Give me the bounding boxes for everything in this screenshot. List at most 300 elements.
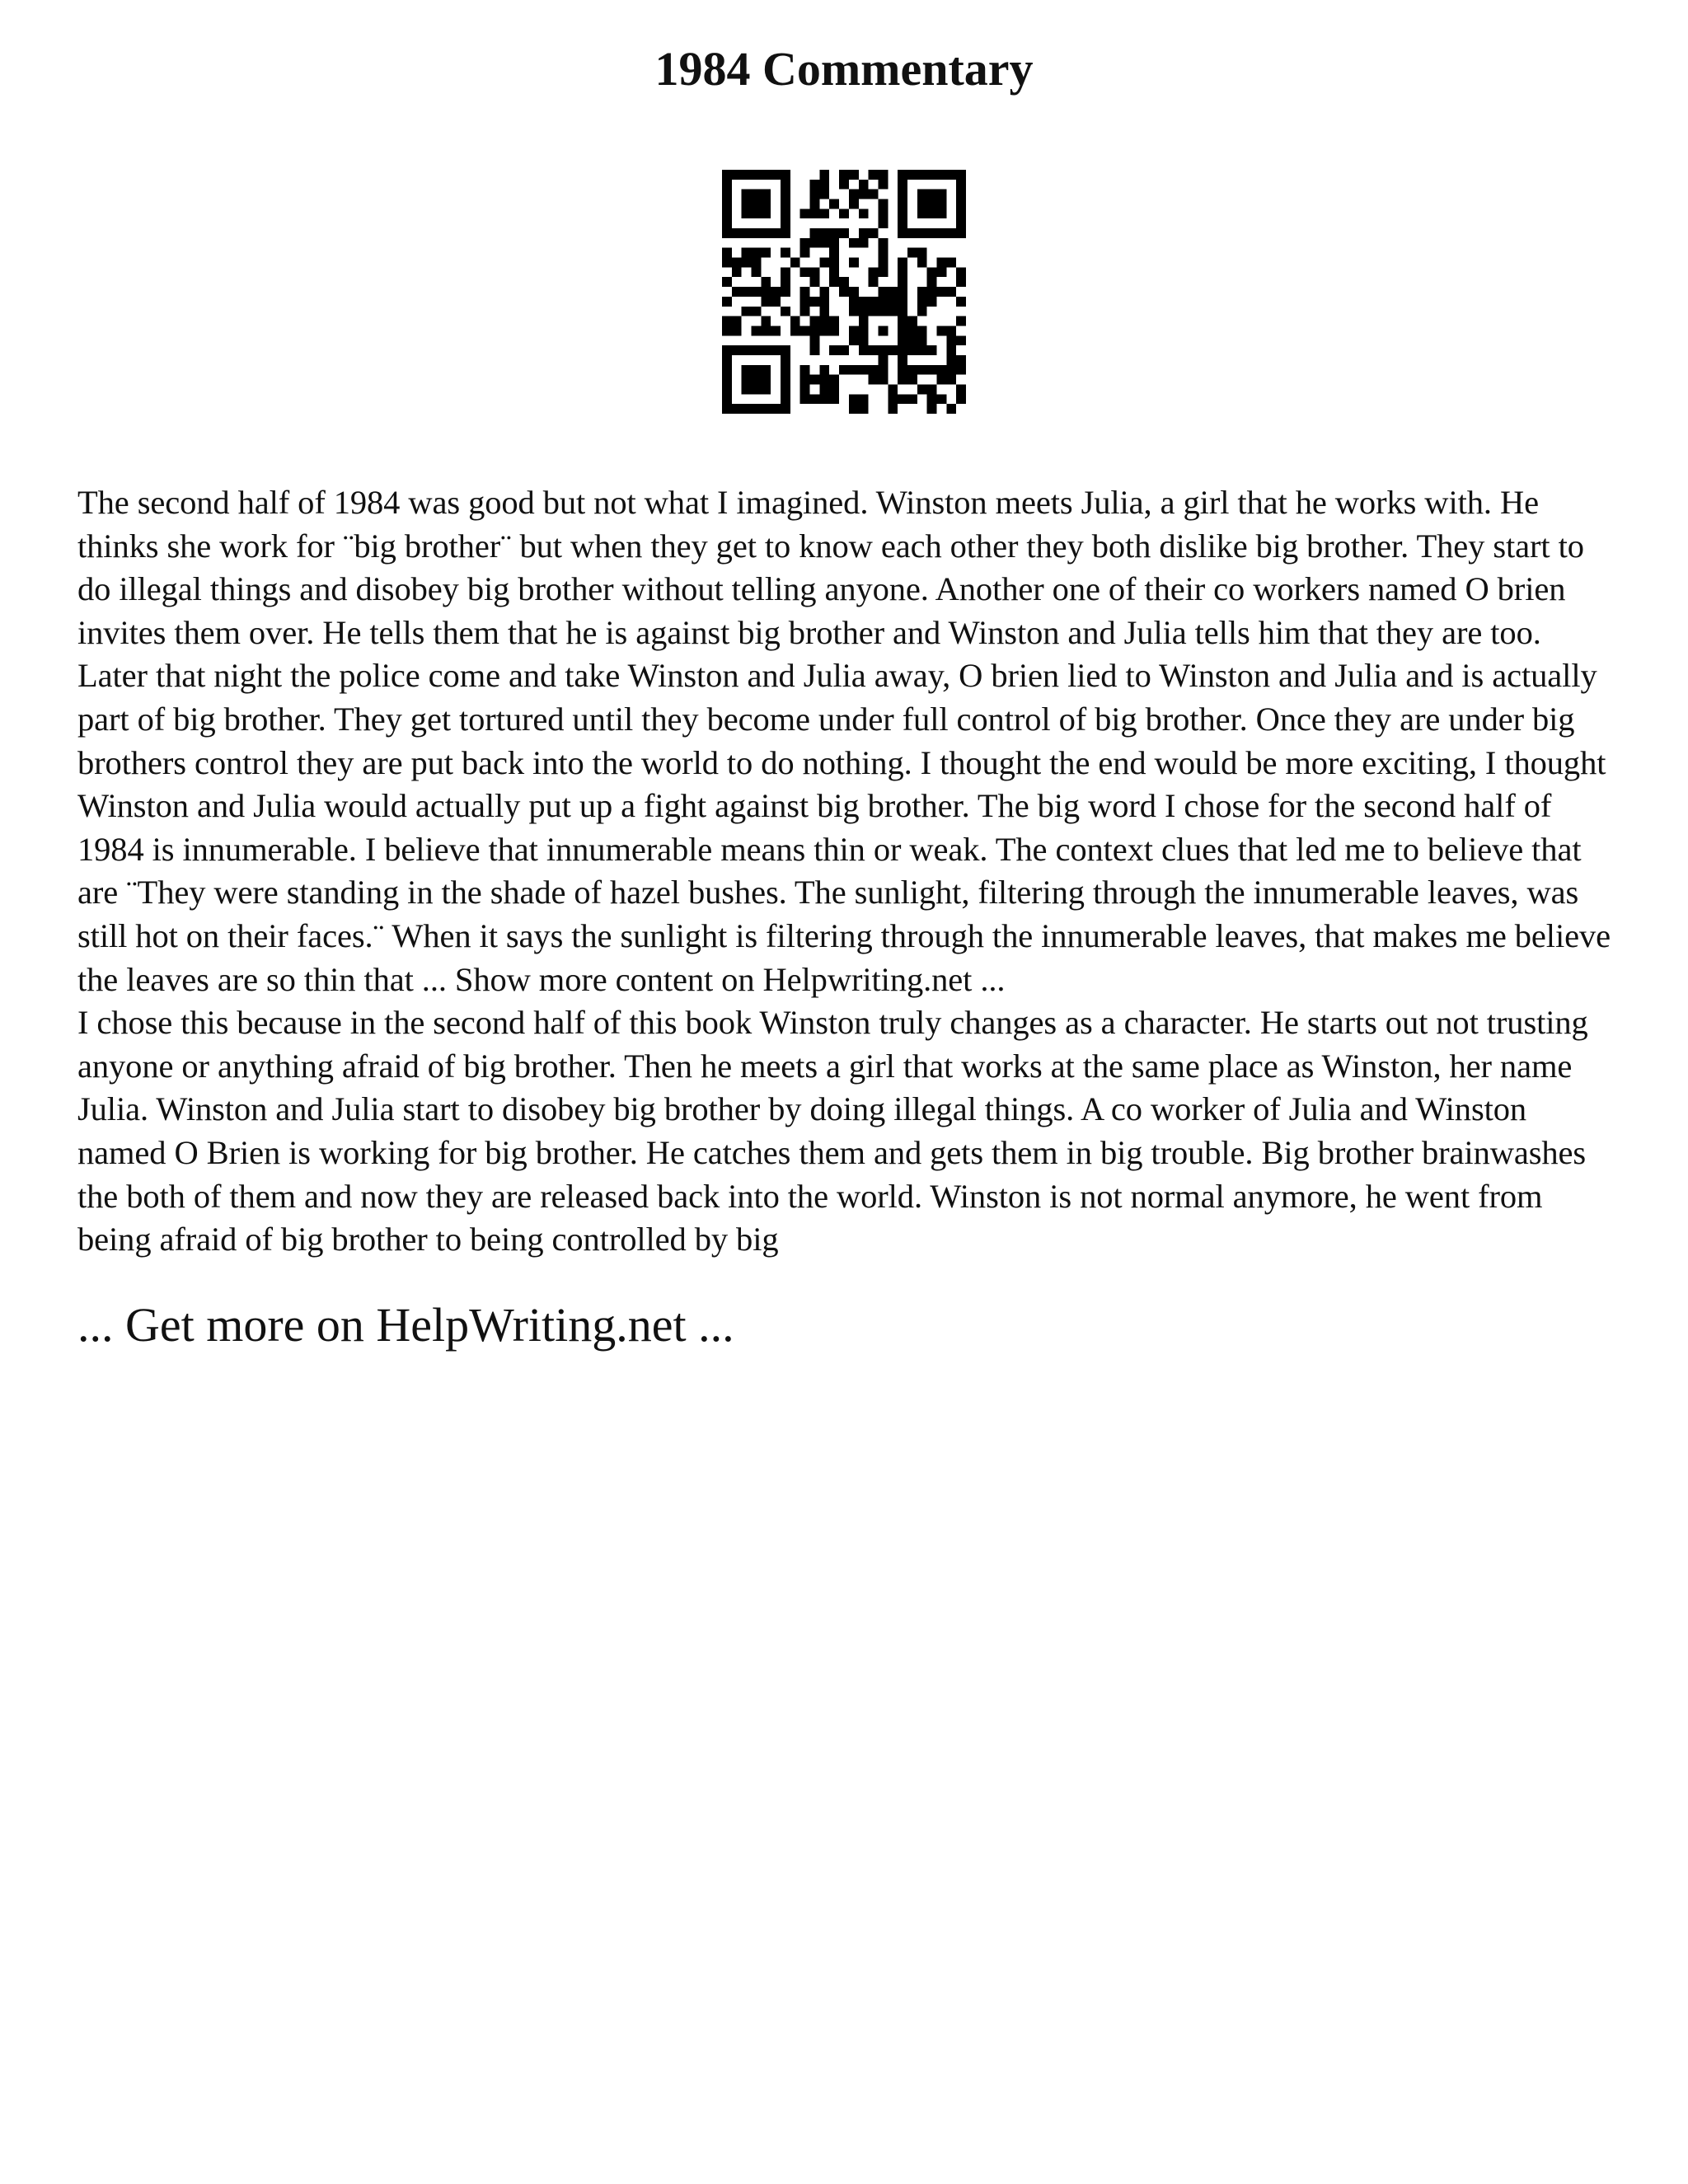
qr-module	[761, 326, 771, 335]
qr-module	[742, 258, 752, 268]
qr-module	[810, 394, 820, 404]
qr-module	[849, 307, 859, 316]
qr-module	[761, 375, 771, 385]
qr-module	[761, 345, 771, 355]
qr-module	[722, 170, 732, 180]
qr-module	[771, 326, 781, 335]
qr-module	[859, 365, 869, 375]
qr-code-icon	[722, 170, 966, 414]
qr-module	[898, 326, 907, 335]
qr-module	[819, 307, 829, 316]
qr-module	[956, 277, 966, 287]
qr-module	[898, 287, 907, 297]
qr-module	[888, 297, 898, 307]
qr-module	[859, 404, 869, 414]
qr-module	[742, 190, 752, 199]
qr-module	[907, 228, 917, 238]
qr-module	[771, 228, 781, 238]
qr-module	[927, 228, 937, 238]
qr-module	[898, 228, 907, 238]
qr-module	[722, 316, 732, 326]
qr-module	[907, 375, 917, 385]
qr-module	[927, 394, 937, 404]
qr-module	[898, 180, 907, 190]
qr-module	[722, 375, 732, 385]
qr-module	[829, 345, 839, 355]
qr-module	[907, 394, 917, 404]
qr-module	[936, 375, 946, 385]
qr-module	[878, 355, 888, 365]
qr-module	[917, 258, 927, 268]
qr-module	[742, 248, 752, 258]
qr-module	[878, 297, 888, 307]
qr-module	[907, 335, 917, 345]
qr-module	[917, 209, 927, 218]
qr-module	[839, 345, 849, 355]
qr-module	[771, 170, 781, 180]
qr-module	[810, 209, 820, 218]
qr-module	[927, 345, 937, 355]
qr-module	[742, 384, 752, 394]
qr-module	[956, 365, 966, 375]
qr-module	[927, 267, 937, 277]
qr-module	[927, 277, 937, 287]
get-more-link[interactable]: ... Get more on HelpWriting.net ...	[77, 1297, 734, 1352]
qr-module	[946, 170, 956, 180]
qr-module	[800, 394, 810, 404]
qr-module	[781, 218, 790, 228]
qr-module	[800, 365, 810, 375]
qr-module	[732, 345, 742, 355]
qr-module	[946, 404, 956, 414]
qr-module	[761, 248, 771, 258]
qr-module	[859, 335, 869, 345]
qr-module	[878, 287, 888, 297]
qr-module	[771, 404, 781, 414]
qr-module	[781, 209, 790, 218]
qr-module	[927, 190, 937, 199]
qr-module	[849, 394, 859, 404]
qr-module	[917, 297, 927, 307]
qr-module	[722, 180, 732, 190]
qr-module	[800, 384, 810, 394]
qr-module	[810, 267, 820, 277]
qr-module	[800, 375, 810, 385]
qr-module	[946, 345, 956, 355]
qr-module	[849, 287, 859, 297]
qr-module	[752, 258, 762, 268]
article-body	[77, 481, 1611, 1262]
qr-module	[859, 180, 869, 190]
body-paragraph: The second half of 1984 was good but not what I imagined. Winston meets Julia, a girl that he works with. He thinks she work for ¨big brother¨ but when they get to know each other they both dislike big brother. They start to do illegal things and disobey big brother without telling anyone. Another one of their co workers named O brien invites them over. He tells them that he is against big brother and Winston and Julia tells him that they are too. Later that night the police come and take Winston and Julia away, O brien lied to Winston and Julia and is actually part of big brother. They get tortured until they become under full control of big brother. Once they are under big brothers control they are put back into the world to do nothing. I thought the end would be more exciting, I thought Winston and Julia would actually put up a fight against big brother. The big word I chose for the second half of 1984 is innumerable. I believe that innumerable means thin or weak. The context clues that led me to believe that are ¨They were standing in the shade of hazel bushes. The sunlight, filtering through the innumerable leaves, was still hot on their faces.¨ When it says the sunlight is filtering through the innumerable leaves, that makes me believe the leaves are so thin that ... Show more content on Helpwriting.net ...	[77, 484, 1611, 998]
qr-module	[819, 209, 829, 218]
qr-module	[859, 209, 869, 218]
qr-module	[869, 345, 879, 355]
qr-module	[839, 277, 849, 287]
qr-module	[810, 199, 820, 209]
qr-module	[752, 248, 762, 258]
qr-module	[917, 170, 927, 180]
qr-module	[859, 316, 869, 326]
qr-module	[752, 375, 762, 385]
qr-module	[781, 287, 790, 297]
qr-module	[839, 287, 849, 297]
qr-module	[752, 209, 762, 218]
qr-module	[956, 267, 966, 277]
page-title: 1984 Commentary	[654, 42, 1034, 96]
qr-module	[917, 335, 927, 345]
qr-module	[829, 316, 839, 326]
qr-module	[800, 267, 810, 277]
qr-module	[898, 316, 907, 326]
qr-module	[859, 190, 869, 199]
qr-module	[732, 316, 742, 326]
qr-module	[819, 326, 829, 335]
qr-module	[849, 326, 859, 335]
qr-module	[800, 248, 810, 258]
qr-module	[839, 170, 849, 180]
qr-module	[819, 258, 829, 268]
qr-module	[810, 375, 820, 385]
qr-module	[829, 267, 839, 277]
qr-module	[819, 228, 829, 238]
qr-module	[936, 228, 946, 238]
qr-module	[869, 375, 879, 385]
qr-module	[859, 326, 869, 335]
qr-module	[936, 190, 946, 199]
qr-module	[761, 170, 771, 180]
qr-module	[849, 335, 859, 345]
qr-module	[936, 326, 946, 335]
qr-module	[936, 170, 946, 180]
qr-module	[907, 248, 917, 258]
qr-module	[927, 384, 937, 394]
qr-module	[839, 180, 849, 190]
qr-module	[878, 248, 888, 258]
qr-module	[781, 180, 790, 190]
qr-module	[810, 345, 820, 355]
qr-module	[829, 384, 839, 394]
qr-module	[742, 375, 752, 385]
qr-module	[859, 297, 869, 307]
qr-module	[888, 307, 898, 316]
qr-module	[878, 267, 888, 277]
qr-module	[752, 404, 762, 414]
qr-module	[917, 384, 927, 394]
qr-module	[839, 209, 849, 218]
qr-module	[898, 170, 907, 180]
qr-module	[781, 404, 790, 414]
qr-module	[917, 190, 927, 199]
qr-module	[722, 218, 732, 228]
qr-module	[829, 228, 839, 238]
qr-module	[917, 345, 927, 355]
qr-module	[781, 365, 790, 375]
qr-module	[898, 209, 907, 218]
qr-module	[898, 190, 907, 199]
qr-module	[898, 375, 907, 385]
qr-module	[898, 267, 907, 277]
qr-module	[927, 287, 937, 297]
qr-module	[936, 209, 946, 218]
qr-module	[752, 190, 762, 199]
qr-module	[810, 190, 820, 199]
qr-module	[878, 365, 888, 375]
qr-module	[819, 190, 829, 199]
qr-module	[956, 199, 966, 209]
qr-module	[800, 326, 810, 335]
qr-module	[752, 307, 762, 316]
qr-module	[800, 209, 810, 218]
qr-module	[898, 199, 907, 209]
qr-module	[781, 199, 790, 209]
qr-module	[819, 287, 829, 297]
qr-module	[732, 228, 742, 238]
qr-module	[771, 345, 781, 355]
qr-module	[829, 238, 839, 248]
qr-module	[927, 209, 937, 218]
qr-module	[829, 326, 839, 335]
qr-module	[878, 326, 888, 335]
qr-module	[878, 180, 888, 190]
qr-module	[800, 307, 810, 316]
qr-module	[956, 228, 966, 238]
qr-module	[752, 228, 762, 238]
qr-module	[722, 365, 732, 375]
qr-module	[907, 170, 917, 180]
qr-module	[927, 365, 937, 375]
qr-module	[849, 199, 859, 209]
qr-module	[732, 404, 742, 414]
qr-module	[732, 287, 742, 297]
qr-module	[956, 384, 966, 394]
qr-module	[742, 307, 752, 316]
qr-module	[742, 287, 752, 297]
qr-module	[936, 258, 946, 268]
qr-module	[781, 277, 790, 287]
qr-module	[936, 365, 946, 375]
qr-module	[781, 307, 790, 316]
qr-module	[761, 287, 771, 297]
qr-module	[849, 365, 859, 375]
qr-module	[936, 199, 946, 209]
qr-module	[946, 287, 956, 297]
qr-module	[819, 384, 829, 394]
qr-module	[761, 297, 771, 307]
qr-module	[819, 375, 829, 385]
qr-module	[829, 375, 839, 385]
qr-module	[869, 267, 879, 277]
qr-module	[810, 316, 820, 326]
qr-module	[810, 180, 820, 190]
qr-module	[907, 316, 917, 326]
qr-module	[839, 228, 849, 238]
qr-module	[956, 170, 966, 180]
qr-module	[917, 199, 927, 209]
qr-module	[849, 404, 859, 414]
qr-module	[761, 404, 771, 414]
qr-module	[869, 228, 879, 238]
qr-module	[790, 258, 800, 268]
qr-module	[810, 277, 820, 287]
qr-module	[722, 345, 732, 355]
qr-module	[878, 258, 888, 268]
qr-module	[927, 297, 937, 307]
qr-module	[927, 199, 937, 209]
qr-module	[781, 355, 790, 365]
qr-module	[878, 307, 888, 316]
qr-module	[898, 365, 907, 375]
qr-module	[761, 277, 771, 287]
qr-module	[878, 218, 888, 228]
qr-module	[732, 326, 742, 335]
qr-module	[819, 394, 829, 404]
qr-module	[898, 345, 907, 355]
qr-module	[878, 345, 888, 355]
qr-module	[898, 307, 907, 316]
qr-module	[946, 375, 956, 385]
qr-module	[917, 287, 927, 297]
qr-module	[819, 297, 829, 307]
qr-module	[869, 297, 879, 307]
qr-module	[752, 287, 762, 297]
qr-module	[781, 394, 790, 404]
qr-module	[771, 297, 781, 307]
qr-module	[829, 248, 839, 258]
qr-module	[800, 287, 810, 297]
qr-module	[781, 345, 790, 355]
qr-module	[956, 297, 966, 307]
qr-module	[946, 228, 956, 238]
qr-module	[810, 297, 820, 307]
qr-module	[849, 190, 859, 199]
qr-module	[917, 307, 927, 316]
qr-module	[859, 345, 869, 355]
qr-module	[859, 238, 869, 248]
qr-module	[810, 335, 820, 345]
qr-module	[839, 365, 849, 375]
qr-module	[810, 326, 820, 335]
qr-module	[927, 404, 937, 414]
qr-module	[917, 248, 927, 258]
qr-module	[722, 228, 732, 238]
qr-module	[722, 384, 732, 394]
qr-module	[742, 170, 752, 180]
qr-module	[946, 258, 956, 268]
qr-module	[946, 355, 956, 365]
qr-module	[722, 248, 732, 258]
qr-module	[810, 238, 820, 248]
qr-module	[742, 345, 752, 355]
qr-module	[781, 248, 790, 258]
qr-module	[781, 190, 790, 199]
qr-module	[790, 316, 800, 326]
qr-module	[869, 365, 879, 375]
qr-module	[752, 267, 762, 277]
qr-module	[878, 209, 888, 218]
qr-module	[781, 228, 790, 238]
qr-code-graphic	[722, 170, 966, 414]
qr-module	[849, 238, 859, 248]
qr-module	[878, 238, 888, 248]
qr-module	[917, 326, 927, 335]
qr-module	[888, 345, 898, 355]
qr-module	[829, 199, 839, 209]
qr-module	[781, 375, 790, 385]
qr-module	[742, 404, 752, 414]
qr-module	[732, 258, 742, 268]
qr-module	[761, 316, 771, 326]
qr-module	[752, 384, 762, 394]
qr-module	[907, 345, 917, 355]
qr-module	[849, 258, 859, 268]
qr-module	[956, 394, 966, 404]
qr-module	[752, 170, 762, 180]
qr-module	[781, 267, 790, 277]
qr-module	[752, 326, 762, 335]
qr-module	[819, 316, 829, 326]
qr-module	[878, 375, 888, 385]
qr-module	[907, 326, 917, 335]
qr-module	[946, 326, 956, 335]
qr-module	[752, 199, 762, 209]
qr-module	[849, 170, 859, 180]
qr-module	[810, 228, 820, 238]
qr-module	[742, 228, 752, 238]
qr-module	[859, 394, 869, 404]
qr-module	[888, 394, 898, 404]
qr-module	[898, 218, 907, 228]
qr-module	[742, 199, 752, 209]
qr-module	[722, 326, 732, 335]
qr-module	[752, 365, 762, 375]
qr-module	[936, 287, 946, 297]
qr-module	[722, 297, 732, 307]
body-paragraph: I chose this because in the second half of this book Winston truly changes as a character. He starts out not trusting anyone or anything afraid of big brother. Then he meets a girl that works at the same place as Winston, her name Julia. Winston and Julia start to disobey big brother by doing illegal things. A co worker of Julia and Winston named O Brien is working for big brother. He catches them and gets them in big trouble. Big brother brainwashes the both of them and now they are released back into the world. Winston is not normal anymore, he went from being afraid of big brother to being controlled by big	[77, 1004, 1588, 1258]
qr-module	[829, 258, 839, 268]
qr-module	[917, 228, 927, 238]
qr-module	[722, 199, 732, 209]
qr-module	[761, 365, 771, 375]
qr-module	[752, 345, 762, 355]
qr-module	[829, 394, 839, 404]
qr-module	[722, 277, 732, 287]
qr-module	[761, 190, 771, 199]
qr-module	[927, 170, 937, 180]
qr-module	[888, 384, 898, 394]
qr-module	[956, 316, 966, 326]
qr-module	[819, 365, 829, 375]
qr-module	[956, 355, 966, 365]
qr-module	[888, 404, 898, 414]
qr-module	[722, 355, 732, 365]
qr-module	[956, 190, 966, 199]
qr-module	[956, 218, 966, 228]
qr-module	[781, 170, 790, 180]
qr-module	[722, 394, 732, 404]
qr-module	[819, 170, 829, 180]
qr-module	[936, 394, 946, 404]
qr-module	[869, 277, 879, 287]
qr-module	[732, 170, 742, 180]
qr-module	[917, 365, 927, 375]
qr-module	[732, 267, 742, 277]
qr-module	[956, 209, 966, 218]
qr-module	[771, 287, 781, 297]
qr-module	[898, 335, 907, 345]
qr-module	[869, 190, 879, 199]
qr-module	[742, 209, 752, 218]
